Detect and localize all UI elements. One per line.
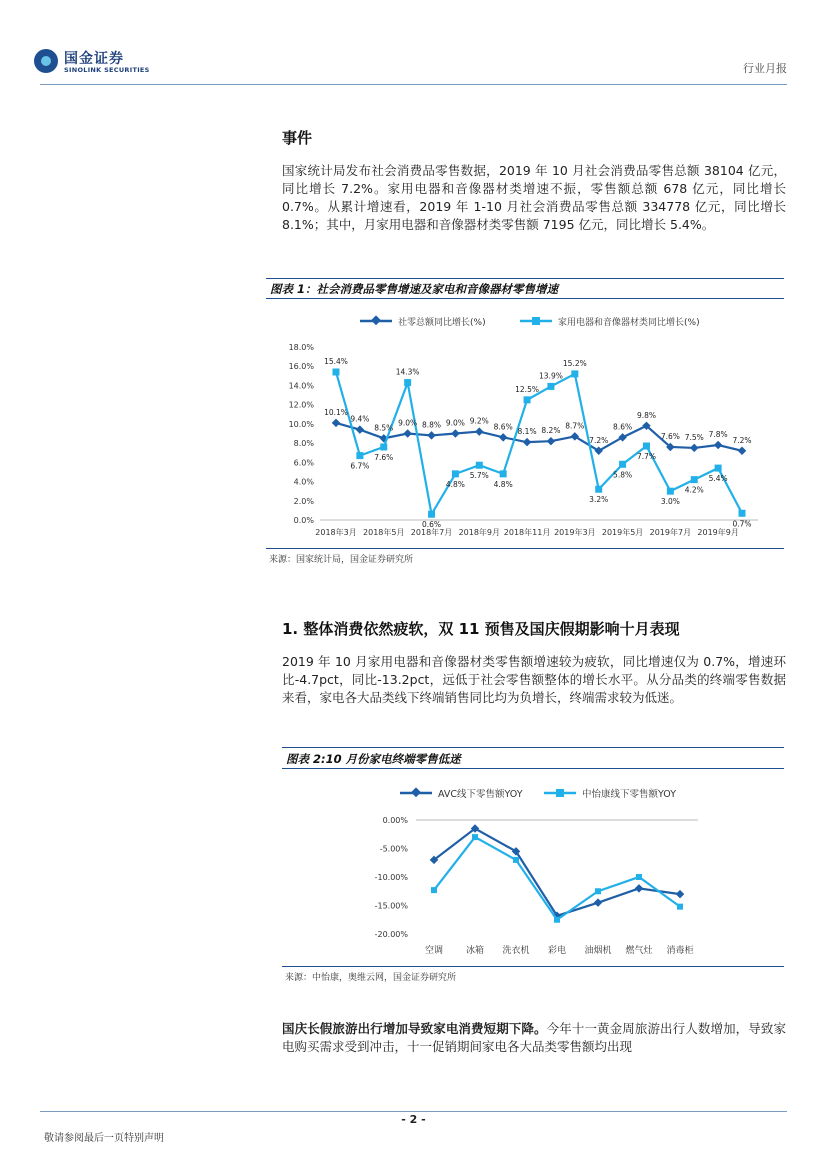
header-divider bbox=[40, 84, 787, 85]
data-label-a: 9.2% bbox=[469, 416, 489, 426]
data-label-a: 8.7% bbox=[565, 421, 585, 431]
data-point-b bbox=[356, 452, 363, 459]
legend2-marker-1 bbox=[556, 789, 564, 797]
data-label-b: 3.2% bbox=[589, 495, 609, 505]
x-tick-label: 2018年9月 bbox=[458, 528, 501, 537]
y2-tick-label: -20.00% bbox=[374, 930, 408, 939]
closing-paragraph bbox=[282, 1020, 786, 1056]
data-label-b: 0.6% bbox=[421, 520, 442, 530]
y2-tick-label: -5.00% bbox=[379, 844, 408, 854]
closing-bold: 国庆长假旅游出行增加导致家电消费短期下降。 bbox=[282, 1021, 547, 1036]
x2-tick-label: 彩电 bbox=[547, 946, 567, 956]
data-label-b: 4.2% bbox=[684, 485, 704, 495]
data2-point-b bbox=[595, 888, 601, 894]
closing-rest: 今年十一黄金周旅游出行人数增加，导致家电购买需求受到冲击，十一促销期间家电各大品类零售额均出现 bbox=[282, 1021, 786, 1054]
data-label-b: 3.0% bbox=[660, 497, 680, 507]
page-number: - 2 - bbox=[401, 1113, 426, 1126]
y-tick-label: 0.0% bbox=[293, 516, 314, 525]
data-label-a: 7.8% bbox=[708, 430, 728, 440]
data-label-a: 10.1% bbox=[324, 407, 348, 417]
data-label-b: 12.5% bbox=[515, 384, 539, 394]
figure2-top-rule bbox=[282, 747, 784, 748]
chart1-background bbox=[268, 302, 784, 546]
report-type: 行业月报 bbox=[743, 62, 787, 75]
data2-point-b bbox=[472, 834, 478, 840]
x2-tick-label: 空调 bbox=[424, 946, 444, 956]
data-point-b bbox=[452, 470, 459, 477]
x-tick-label: 2018年3月 bbox=[315, 528, 357, 537]
data-point-b bbox=[500, 470, 507, 477]
x-tick-label: 2019年9月 bbox=[697, 528, 739, 537]
y-tick-label: 10.0% bbox=[288, 419, 314, 429]
y2-tick-label: -10.00% bbox=[374, 873, 408, 882]
data-label-b: 15.2% bbox=[562, 358, 587, 368]
data-label-a: 9.8% bbox=[636, 410, 657, 420]
y-tick-label: 18.0% bbox=[288, 343, 314, 352]
data-point-b bbox=[333, 368, 340, 375]
x-tick-label: 2019年5月 bbox=[601, 528, 644, 537]
data-label-b: 14.3% bbox=[395, 367, 420, 377]
x-tick-label: 2018年5月 bbox=[363, 528, 405, 537]
x-tick-label: 2018年11月 bbox=[503, 528, 551, 537]
data-point-b bbox=[691, 476, 698, 483]
data2-point-b bbox=[554, 917, 560, 923]
figure2-source: 来源：中怡康，奥维云网，国金证券研究所 bbox=[285, 973, 457, 983]
x2-tick-label: 消毒柜 bbox=[666, 946, 694, 956]
x-tick-label: 2019年3月 bbox=[554, 528, 596, 537]
legend2-label-1: 中怡康线下零售额YOY bbox=[582, 789, 677, 800]
figure1-bottom-rule bbox=[266, 548, 784, 549]
data2-point-b bbox=[513, 857, 519, 863]
chart2-background bbox=[364, 772, 716, 964]
data-point-b bbox=[476, 462, 483, 469]
data-point-b bbox=[643, 442, 650, 449]
data-label-b: 7.6% bbox=[374, 452, 394, 462]
data-label-b: 5.8% bbox=[613, 470, 633, 480]
logo-text-en: SINOLINK SECURITIES bbox=[64, 66, 150, 74]
data-label-a: 9.4% bbox=[350, 414, 370, 424]
data-label-a: 8.6% bbox=[493, 422, 513, 432]
data-label-b: 5.7% bbox=[469, 471, 489, 481]
data-point-b bbox=[667, 488, 674, 495]
data2-point-b bbox=[677, 904, 683, 910]
data-label-a: 8.5% bbox=[374, 423, 394, 433]
data2-point-b bbox=[431, 887, 437, 893]
data-label-b: 4.8% bbox=[445, 479, 465, 489]
figure2-caption-rule bbox=[282, 768, 784, 769]
data-point-b bbox=[547, 383, 554, 390]
event-title: 事件 bbox=[282, 129, 313, 147]
logo-icon bbox=[34, 49, 58, 73]
disclaimer: 敬请参阅最后一页特别声明 bbox=[44, 1133, 164, 1144]
figure1-caption: 图表 1：社会消费品零售增速及家电和音像器材零售增速 bbox=[270, 282, 559, 296]
logo-text-cn: 国金证券 bbox=[64, 51, 124, 67]
data-label-a: 8.6% bbox=[613, 422, 633, 432]
data-label-b: 0.7% bbox=[732, 519, 752, 529]
data-label-b: 5.4% bbox=[708, 474, 728, 484]
data-point-b bbox=[524, 396, 531, 403]
y-tick-label: 16.0% bbox=[288, 362, 314, 372]
y2-tick-label: -15.00% bbox=[374, 901, 408, 911]
chart-retail-growth bbox=[268, 302, 784, 546]
chart-terminal-retail bbox=[364, 772, 716, 964]
data-label-a: 7.2% bbox=[732, 435, 752, 445]
figure1-caption-rule bbox=[266, 298, 784, 299]
data-point-b bbox=[715, 465, 722, 472]
y-tick-label: 12.0% bbox=[288, 400, 314, 410]
figure1-source: 来源：国家统计局，国金证券研究所 bbox=[269, 555, 414, 565]
legend2-label-0: AVC线下零售额YOY bbox=[438, 789, 523, 800]
data-label-a: 7.2% bbox=[589, 435, 609, 445]
data-label-a: 7.6% bbox=[660, 431, 680, 441]
data-point-b bbox=[619, 461, 626, 468]
event-body: 国家统计局发布社会消费品零售数据，2019 年 10 月社会消费品零售总额 38104 亿元，同比增长 7.2%。家用电器和音像器材类增速不振，零售额总额 678 亿元，同比增长 0.7%。从累计增速看，2019 年 1-10 月社会消费品零售总额 334778 亿元，同比增长 8.1%；其中，月家用电器和音像器材类零售额 7195 亿元，同比增长 5.4%。 bbox=[282, 163, 786, 232]
x2-tick-label: 冰箱 bbox=[465, 946, 485, 956]
data-label-a: 8.1% bbox=[517, 427, 537, 437]
data-label-a: 9.0% bbox=[445, 418, 465, 428]
legend-marker-1 bbox=[532, 317, 540, 325]
section1-body: 2019 年 10 月家用电器和音像器材类零售额增速较为疲软，同比增速仅为 0.7%，增速环比-4.7pct，同比-13.2pct，远低于社会零售额整体的增长水平。从分品类的终端零售数据来看，家电各大品类线下终端销售同比均为负增长，终端需求较为低迷。 bbox=[282, 654, 786, 705]
figure2-bottom-rule bbox=[282, 966, 784, 967]
data-label-b: 13.9% bbox=[539, 371, 563, 381]
y-tick-label: 2.0% bbox=[293, 496, 314, 506]
data2-point-b bbox=[636, 874, 642, 880]
data-label-b: 7.7% bbox=[636, 451, 657, 461]
x2-tick-label: 燃气灶 bbox=[625, 946, 653, 956]
data-label-a: 8.2% bbox=[541, 426, 561, 436]
data-point-b bbox=[380, 443, 387, 450]
legend-label-1: 家用电器和音像器材类同比增长(%) bbox=[558, 318, 700, 328]
data-label-b: 15.4% bbox=[324, 356, 348, 366]
x2-tick-label: 油烟机 bbox=[584, 946, 612, 956]
data-label-b: 6.7% bbox=[350, 461, 370, 471]
data-point-b bbox=[595, 486, 602, 493]
x-tick-label: 2018年7月 bbox=[410, 528, 453, 537]
data-label-a: 8.8% bbox=[421, 420, 442, 430]
legend-label-0: 社零总额同比增长(%) bbox=[398, 318, 486, 328]
figure2-caption: 图表 2:10 月份家电终端零售低迷 bbox=[286, 752, 461, 766]
y-tick-label: 8.0% bbox=[293, 439, 314, 449]
figure1-top-rule bbox=[266, 278, 784, 279]
data-label-a: 9.0% bbox=[398, 418, 418, 428]
y-tick-label: 4.0% bbox=[293, 477, 314, 487]
y2-tick-label: 0.00% bbox=[382, 816, 408, 825]
footer-divider bbox=[40, 1111, 787, 1112]
data-point-b bbox=[428, 511, 435, 518]
x2-tick-label: 洗衣机 bbox=[502, 946, 530, 956]
section1-title: 1. 整体消费依然疲软，双 11 预售及国庆假期影响十月表现 bbox=[282, 620, 680, 638]
data-point-b bbox=[571, 370, 578, 377]
data-label-a: 7.5% bbox=[684, 432, 704, 442]
x-tick-label: 2019年7月 bbox=[649, 528, 692, 537]
y-tick-label: 6.0% bbox=[293, 458, 314, 468]
data-label-b: 4.8% bbox=[493, 479, 513, 489]
data-point-b bbox=[404, 379, 411, 386]
data-point-b bbox=[739, 510, 746, 517]
y-tick-label: 14.0% bbox=[288, 381, 314, 391]
